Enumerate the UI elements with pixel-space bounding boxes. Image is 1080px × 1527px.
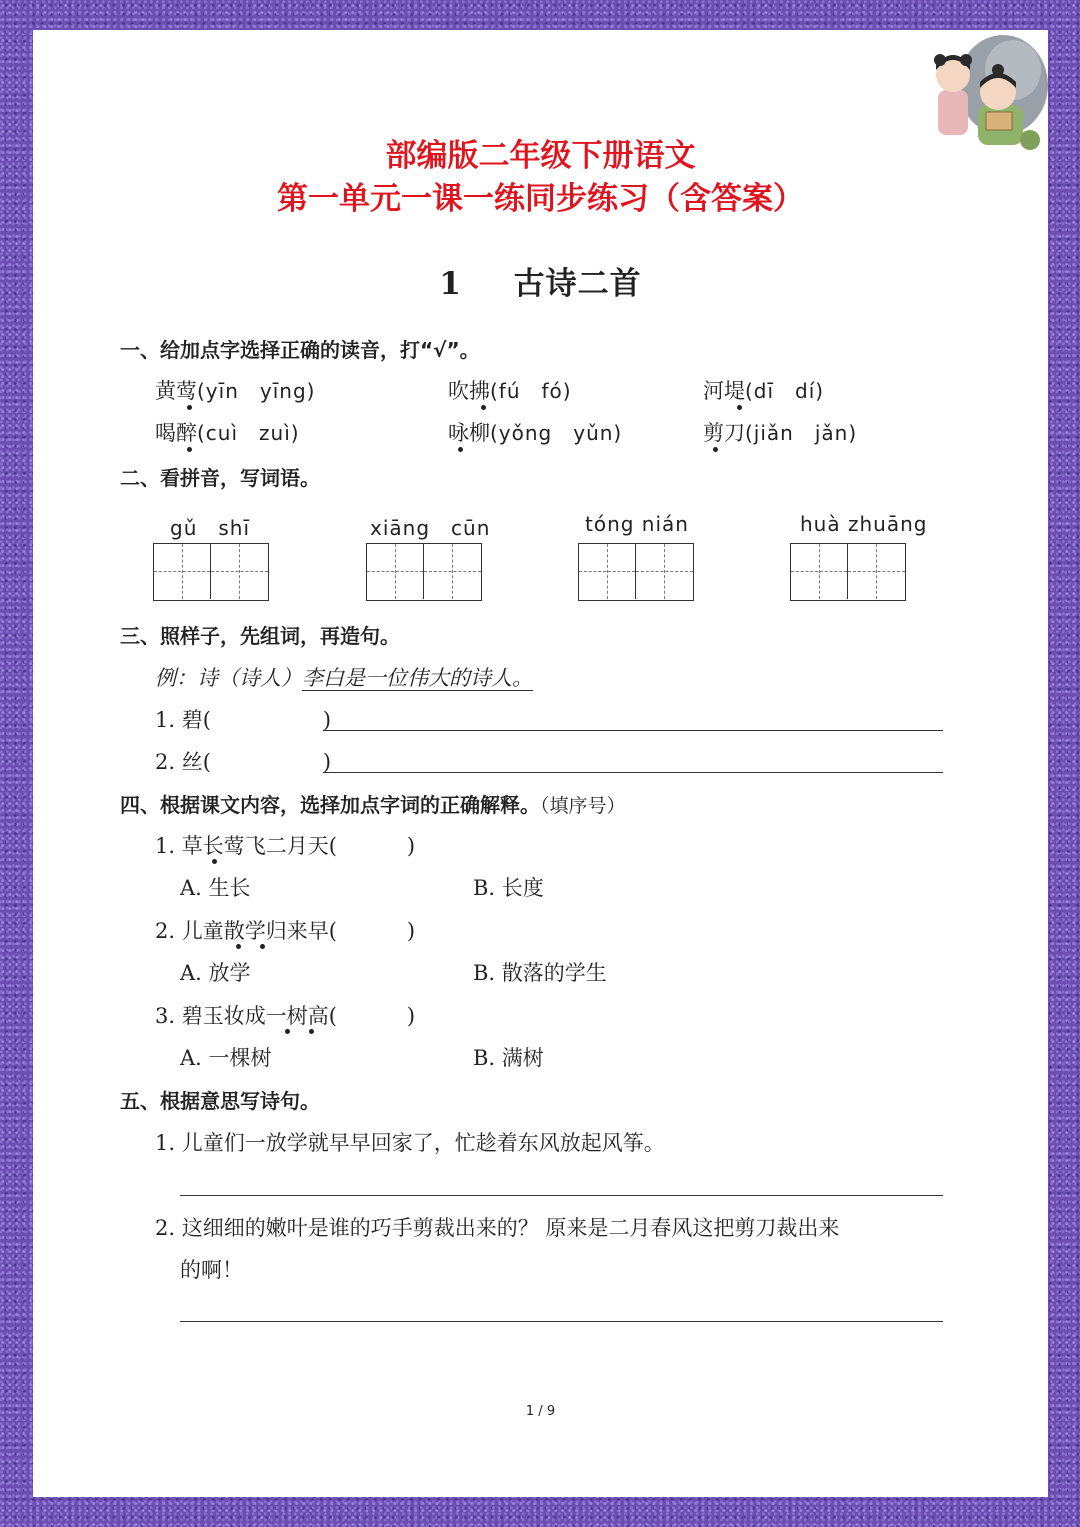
question-stem: 2. 儿童散学归来早( ) bbox=[155, 919, 416, 943]
pinyin-prompt: gǔ shī bbox=[170, 516, 251, 540]
worksheet-title-line2: 第一单元一课一练同步练习（含答案） bbox=[277, 181, 804, 217]
question-stem: 1. 草长莺飞二月天( ) bbox=[155, 834, 416, 858]
option-b[interactable]: B. 满树 bbox=[473, 1046, 544, 1070]
emphasis-dot bbox=[236, 944, 241, 949]
pinyin-choice-item: 河堤(dī dí) bbox=[703, 379, 825, 403]
example-sentence: 例：诗（诗人）李白是一位伟大的诗人。 bbox=[155, 666, 533, 690]
pinyin-options[interactable]: (cuì zuì) bbox=[197, 421, 300, 445]
poem-meaning-2-line2: 的啊！ bbox=[180, 1258, 243, 1282]
section5-heading: 五、根据意思写诗句。 bbox=[120, 1089, 320, 1113]
option-b[interactable]: B. 长度 bbox=[473, 876, 544, 900]
section1-heading: 一、给加点字选择正确的读音，打“√”。 bbox=[120, 338, 480, 362]
emphasis-dot bbox=[737, 405, 742, 410]
pinyin-options[interactable]: (dī dí) bbox=[745, 379, 825, 403]
page-number: 1 / 9 bbox=[525, 1404, 556, 1419]
section2-heading: 二、看拼音，写词语。 bbox=[120, 466, 320, 490]
lesson-number: 1 bbox=[439, 266, 462, 302]
emphasis-dot bbox=[285, 1029, 290, 1034]
poem-answer-line[interactable] bbox=[180, 1321, 943, 1322]
question-stem: 3. 碧玉妆成一树高( ) bbox=[155, 1004, 416, 1028]
sentence-answer-line[interactable] bbox=[323, 772, 943, 773]
sentence-answer-line[interactable] bbox=[323, 730, 943, 731]
writing-grid[interactable] bbox=[578, 543, 694, 601]
emphasis-dot bbox=[187, 405, 192, 410]
pinyin-choice-item: 吹拂(fú fó) bbox=[448, 379, 572, 403]
emphasis-dot bbox=[212, 859, 217, 864]
pinyin-choice-item: 黄莺(yīn yīng) bbox=[155, 379, 316, 403]
section4-heading: 四、根据课文内容，选择加点字词的正确解释。（填序号） bbox=[120, 793, 626, 817]
option-a[interactable]: A. 一棵树 bbox=[180, 1046, 272, 1070]
writing-grid[interactable] bbox=[153, 543, 269, 601]
option-a[interactable]: A. 放学 bbox=[180, 961, 251, 985]
lesson-heading bbox=[33, 258, 1048, 303]
poem-meaning-2-line1: 2. 这细细的嫩叶是谁的巧手剪裁出来的？ 原来是二月春风这把剪刀裁出来 bbox=[155, 1216, 840, 1240]
emphasis-dot bbox=[458, 447, 463, 452]
pinyin-prompt: xiāng cūn bbox=[370, 516, 491, 540]
section3-heading: 三、照样子，先组词，再造句。 bbox=[120, 624, 400, 648]
option-a[interactable]: A. 生长 bbox=[180, 876, 251, 900]
pinyin-prompt: tóng nián bbox=[585, 512, 689, 536]
compose-item-label: 2. 丝( ) bbox=[155, 750, 332, 774]
poem-meaning-1: 1. 儿童们一放学就早早回家了，忙趁着东风放起风筝。 bbox=[155, 1131, 665, 1155]
pinyin-choice-item: 剪刀(jiǎn jǎn) bbox=[703, 421, 858, 445]
pinyin-options[interactable]: (fú fó) bbox=[490, 379, 572, 403]
compose-item-label: 1. 碧( ) bbox=[155, 708, 332, 732]
worksheet-page bbox=[33, 30, 1048, 1497]
worksheet-title-line1: 部编版二年级下册语文 bbox=[385, 138, 696, 174]
emphasis-dot bbox=[713, 447, 718, 452]
lesson-name: 古诗二首 bbox=[513, 266, 642, 302]
option-b[interactable]: B. 散落的学生 bbox=[473, 961, 607, 985]
emphasis-dot bbox=[481, 405, 486, 410]
emphasis-dot bbox=[309, 1029, 314, 1034]
pinyin-prompt: huà zhuāng bbox=[800, 512, 928, 536]
pinyin-choice-item: 喝醉(cuì zuì) bbox=[155, 421, 300, 445]
pinyin-options[interactable]: (yǒng yǔn) bbox=[490, 421, 623, 445]
pinyin-options[interactable]: (yīn yīng) bbox=[197, 379, 316, 403]
pinyin-options[interactable]: (jiǎn jǎn) bbox=[745, 421, 858, 445]
poem-answer-line[interactable] bbox=[180, 1195, 943, 1196]
emphasis-dot bbox=[187, 447, 192, 452]
pinyin-choice-item: 咏柳(yǒng yǔn) bbox=[448, 421, 623, 445]
emphasis-dot bbox=[260, 944, 265, 949]
writing-grid[interactable] bbox=[790, 543, 906, 601]
writing-grid[interactable] bbox=[366, 543, 482, 601]
